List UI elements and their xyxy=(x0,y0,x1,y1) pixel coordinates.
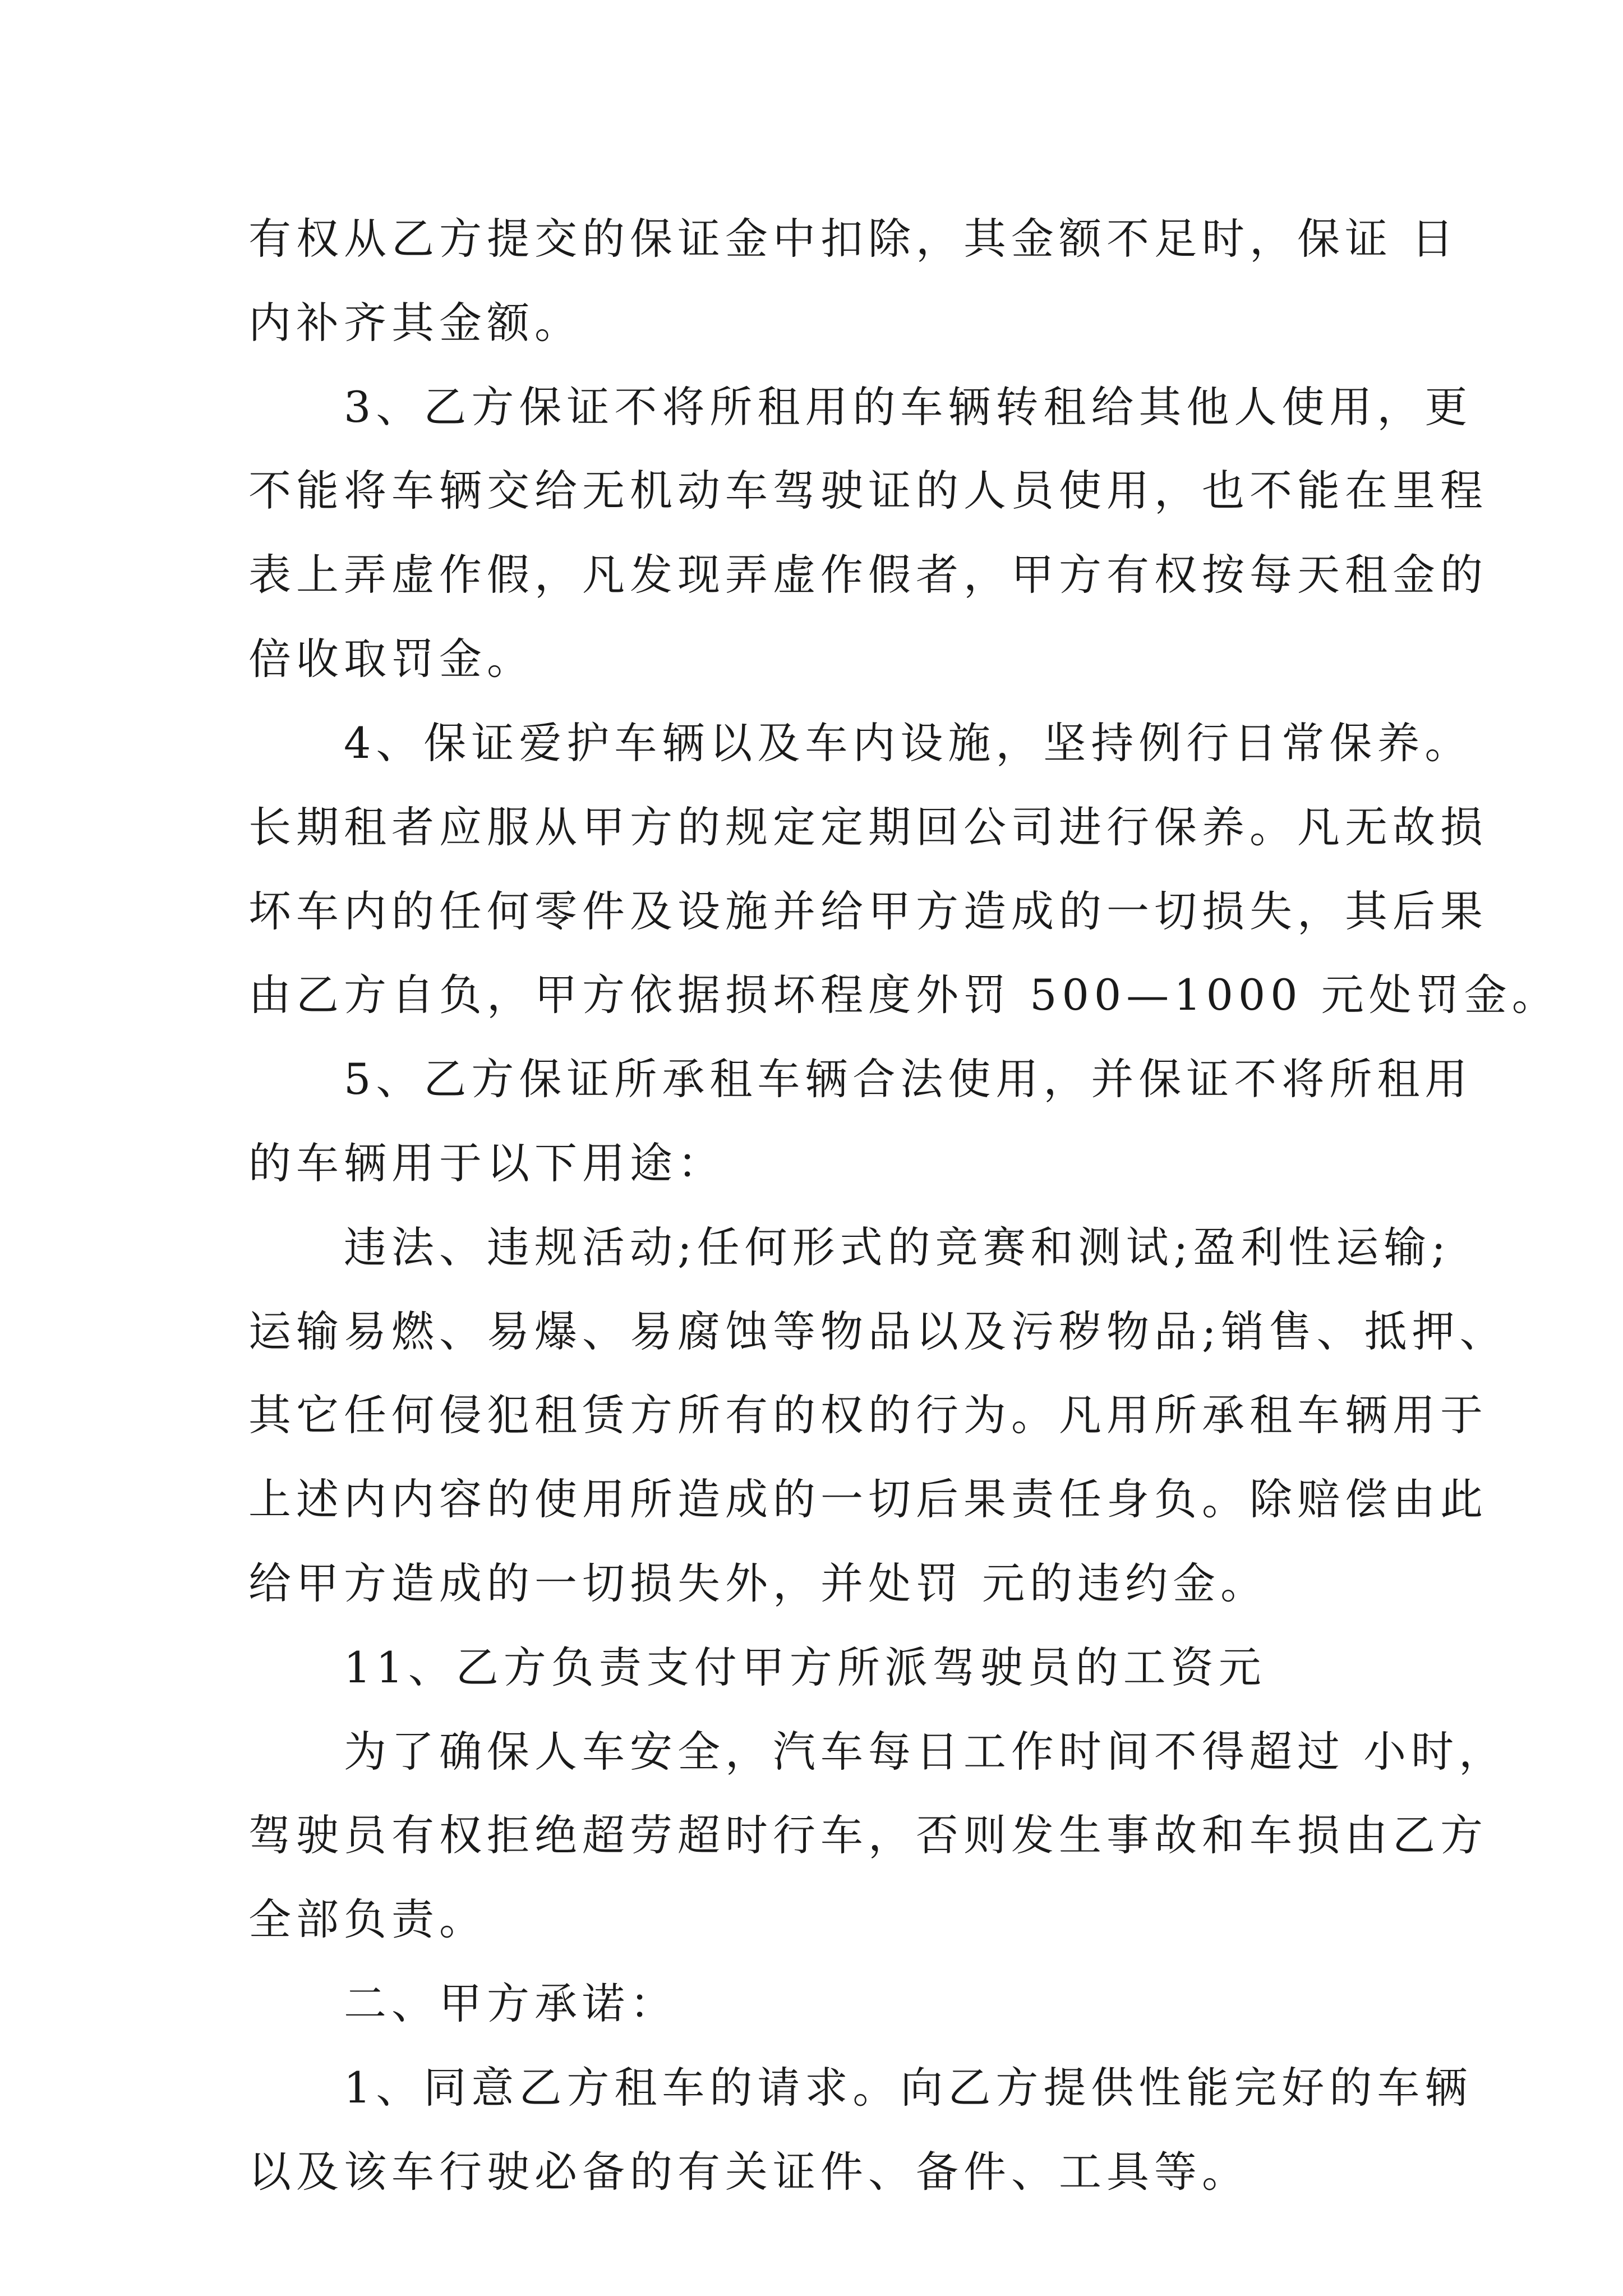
text-line: 给甲方造成的一切损失外，并处罚 元的违约金。 xyxy=(248,1558,1269,1608)
text-line: 3、乙方保证不将所租用的车辆转租给其他人使用，更 xyxy=(248,382,1473,432)
text-line: 的车辆用于以下用途： xyxy=(248,1138,725,1188)
text-line: 4、保证爱护车辆以及车内设施，坚持例行日常保养。 xyxy=(248,718,1473,768)
text-line: 为了确保人车安全，汽车每日工作时间不得超过 小时， xyxy=(248,1727,1507,1777)
text-line: 1、同意乙方租车的请求。向乙方提供性能完好的车辆 xyxy=(248,2063,1473,2113)
text-line: 不能将车辆交给无机动车驾驶证的人员使用，也不能在里程 xyxy=(248,466,1488,516)
text-line: 由乙方自负，甲方依据损坏程度外罚 500—1000 元处罚金。 xyxy=(248,970,1560,1020)
text-line: 长期租者应服从甲方的规定定期回公司进行保养。凡无故损 xyxy=(248,802,1488,852)
text-line: 内补齐其金额。 xyxy=(248,298,582,348)
text-line: 违法、违规活动;任何形式的竞赛和测试;盈利性运输; xyxy=(248,1222,1451,1272)
text-line: 驾驶员有权拒绝超劳超时行车，否则发生事故和车损由乙方 xyxy=(248,1810,1488,1860)
text-line: 以及该车行驶必备的有关证件、备件、工具等。 xyxy=(248,2147,1249,2197)
text-line: 倍收取罚金。 xyxy=(248,634,534,684)
text-line: 5、乙方保证所承租车辆合法使用，并保证不将所租用 xyxy=(248,1054,1473,1104)
text-line: 上述内内容的使用所造成的一切后果责任身负。除赔偿由此 xyxy=(248,1474,1488,1524)
text-line: 表上弄虚作假，凡发现弄虚作假者，甲方有权按每天租金的 xyxy=(248,550,1488,600)
text-line: 有权从乙方提交的保证金中扣除，其金额不足时，保证 日 xyxy=(248,214,1459,264)
text-line: 二、甲方承诺： xyxy=(248,1978,677,2028)
text-line: 坏车内的任何零件及设施并给甲方造成的一切损失，其后果 xyxy=(248,886,1488,936)
text-line: 11、乙方负责支付甲方所派驾驶员的工资元 xyxy=(248,1642,1266,1692)
text-line: 其它任何侵犯租赁方所有的权的行为。凡用所承租车辆用于 xyxy=(248,1390,1488,1440)
text-line: 全部负责。 xyxy=(248,1894,487,1944)
text-line: 运输易燃、易爆、易腐蚀等物品以及污秽物品;销售、抵押、 xyxy=(248,1306,1507,1356)
